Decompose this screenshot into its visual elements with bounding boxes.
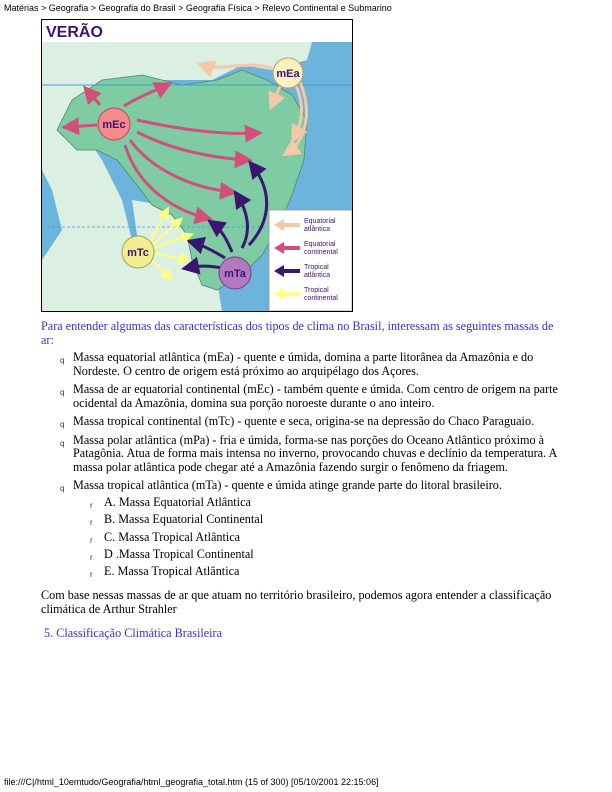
option-marker-icon: r (90, 570, 93, 580)
legend-label-1a: Equatorial (304, 218, 336, 225)
option-item: r E. Massa Tropical Atlântica (90, 565, 263, 582)
closing-paragraph: Com base nessas massas de ar que atuam no território brasileiro, podemos agora entender a classificação climática de Arthur Strahler (41, 588, 552, 616)
list-item: q Massa polar atlântica (mPa) - fria e úmida, forma-se nas porções do Oceano Atlântico próximo à Patagônia. Atua de forma mais intensa no inverno, provocando chuvas e declínio da temperatura. A massa polar atlântica pode chegar até a Amazônia fazendo surgir o fenômeno da friagem. (60, 432, 557, 474)
bullet-marker-icon: q (60, 420, 65, 429)
mTc-label: mTc (127, 247, 149, 259)
legend-label-2a: Equatorial (304, 241, 336, 248)
climate-map-figure (41, 19, 353, 312)
option-item: r A. Massa Equatorial Atlântica (90, 496, 263, 513)
option-marker-icon: r (90, 518, 93, 528)
mEa-label: mEa (276, 68, 300, 80)
bullet-marker-icon: q (60, 388, 65, 397)
options-list (90, 496, 263, 582)
option-marker-icon: r (90, 552, 93, 562)
list-item: q Massa equatorial atlântica (mEa) - quente e úmida, domina a parte litorânea da Amazônia e do Nordeste. O centro de origem está próximo ao arquipélago dos Açores. (60, 350, 534, 378)
legend-label-4b: continental (304, 295, 338, 302)
legend-label-1b: atlântica (304, 226, 331, 233)
map-legend (269, 210, 352, 311)
list-item: q Massa de ar equatorial continental (mEc) - também quente e úmida. Com centro de origem na parte ocidental da Amazônia, domina sua porção noroeste durante o ano inteiro. (60, 382, 558, 410)
next-section-link[interactable]: 5. Classificação Climática Brasileira (44, 626, 223, 640)
option-marker-icon: r (90, 535, 93, 545)
page-footer: file:///C|/html_10emtudo/Geografia/html_geografia_total.htm (15 of 300) [05/10/2001 22:15:06] (4, 777, 379, 787)
list-item: q Massa tropical continental (mTc) - quente e seca, origina-se na depressão do Chaco Paraguaio. (60, 415, 570, 429)
option-item: r B. Massa Equatorial Continental (90, 513, 263, 530)
option-item: r D .Massa Tropical Continental (90, 548, 263, 565)
figure-title: VERÃO (46, 24, 103, 41)
intro-paragraph: Para entender algumas das características dos tipos de clima no Brasil, interessam as seguintes massas de ar: (41, 319, 554, 347)
list-item: q Massa tropical atlântica (mTa) - quente e úmida atinge grande parte do litoral brasileiro. (60, 479, 570, 493)
mTa-label: mTa (224, 268, 246, 280)
legend-label-2b: continental (304, 249, 338, 256)
air-mass-list (60, 351, 570, 498)
breadcrumb[interactable]: Matérias > Geografia > Geografia do Brasil > Geografia Física > Relevo Continental e Submarino (4, 3, 392, 13)
legend-label-3a: Tropical (304, 264, 329, 271)
mEc-label: mEc (102, 119, 126, 131)
bullet-marker-icon: q (60, 438, 65, 448)
bullet-marker-icon: q (60, 484, 65, 493)
legend-label-3b: atlântica (304, 272, 331, 279)
option-item: r C. Massa Tropical Atlântica (90, 531, 263, 548)
bullet-marker-icon: q (60, 356, 65, 365)
option-marker-icon: r (90, 501, 93, 510)
legend-label-4a: Tropical (304, 287, 329, 294)
